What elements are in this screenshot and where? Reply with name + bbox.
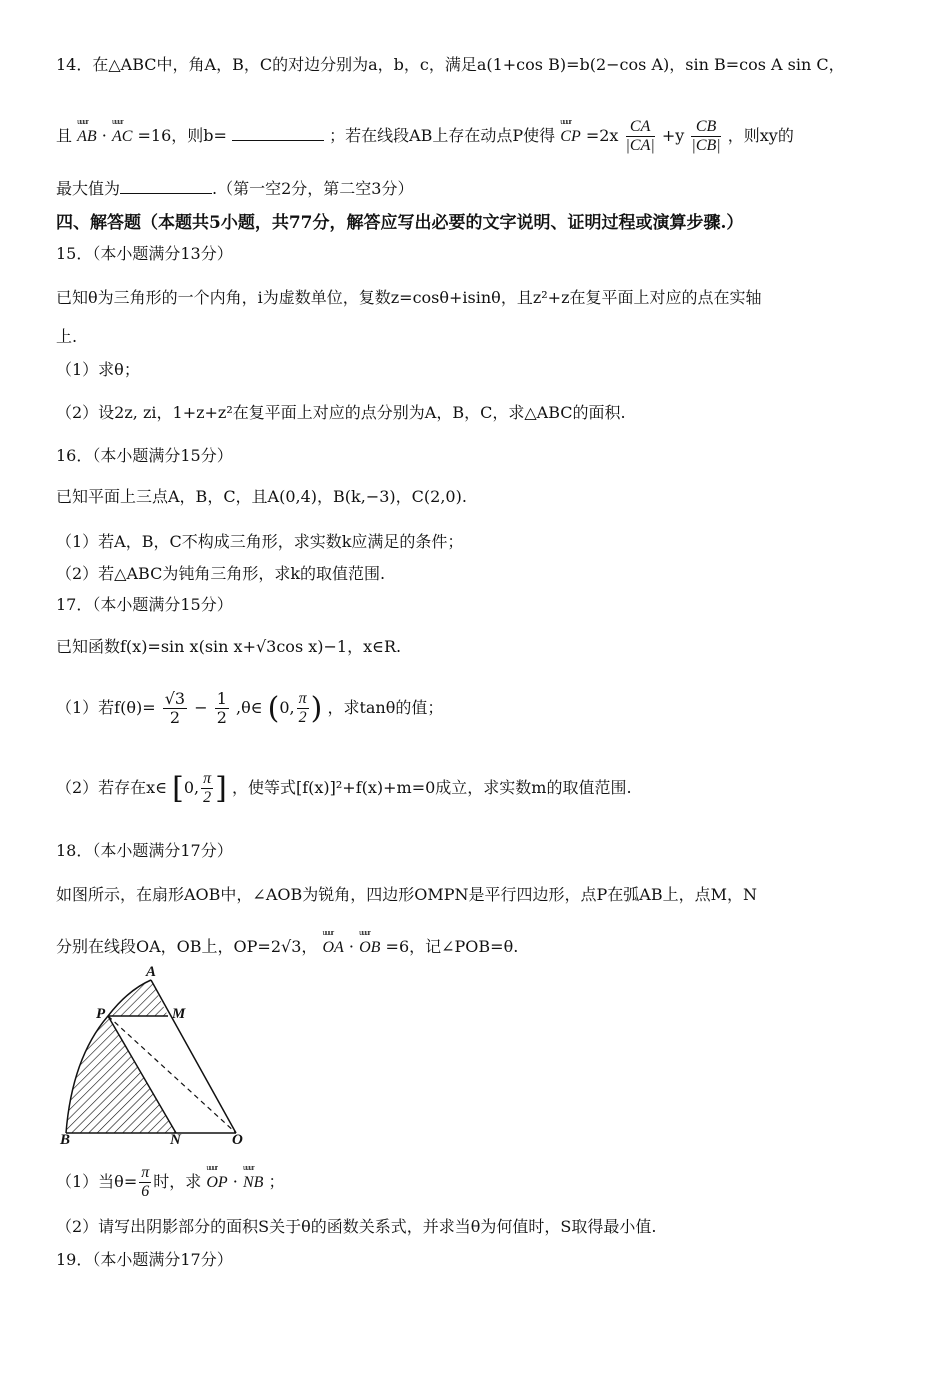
sector-diagram bbox=[56, 970, 256, 1150]
q15-part1: （1）求θ； bbox=[56, 360, 140, 379]
shaded-region-lower bbox=[66, 1016, 176, 1133]
interval-start: 0, bbox=[279, 698, 295, 717]
label-m: M bbox=[172, 1006, 186, 1022]
label-b: B bbox=[60, 1132, 71, 1148]
q17-p1-a: （1）若f(θ)= bbox=[56, 698, 156, 717]
label-n: N bbox=[170, 1132, 181, 1148]
q14-text-a: 且 bbox=[56, 126, 73, 145]
left-paren: ( bbox=[267, 691, 280, 726]
q14-line2 bbox=[56, 118, 920, 155]
fraction-num: π bbox=[141, 1164, 150, 1181]
q18-line2-b: =6，记∠POB=θ. bbox=[385, 937, 519, 956]
q15-line2: 上. bbox=[56, 327, 78, 346]
vec-ac: uuur AC bbox=[112, 128, 132, 146]
q17-part2 bbox=[56, 770, 920, 807]
fraction-cb-den: |CB| bbox=[691, 137, 721, 154]
q14-line3-a: 最大值为 bbox=[56, 179, 121, 198]
q19-header: 19．（本小题满分17分） bbox=[56, 1250, 233, 1269]
fraction-ca-num: CA bbox=[626, 118, 655, 137]
interval-start: 0, bbox=[183, 778, 200, 797]
vec-oa: uuur OA bbox=[323, 939, 344, 957]
fraction-pi-over-6 bbox=[139, 1164, 151, 1201]
q18-line2 bbox=[56, 934, 920, 957]
fraction-ca-den: |CA| bbox=[625, 137, 655, 154]
fraction-den: 2 bbox=[298, 709, 307, 726]
q14-text-f: ，则xy的 bbox=[727, 126, 794, 145]
q18-p1-a: （1）当θ= bbox=[56, 1172, 138, 1191]
q17-part1 bbox=[56, 690, 920, 727]
q14-text-c: ；若在线段AB上存在动点P使得 bbox=[329, 126, 556, 145]
q17-p1-c: ，求tanθ的值； bbox=[327, 698, 444, 717]
vec-op: uuur OP bbox=[206, 1174, 227, 1192]
q18-part2: （2）请写出阴影部分的面积S关于θ的函数关系式，并求当θ为何值时，S取得最小值. bbox=[56, 1217, 657, 1236]
q18-p1-b: 时，求 bbox=[153, 1172, 202, 1191]
vec-ob: uuur OB bbox=[359, 939, 380, 957]
fraction-pi-over-2 bbox=[201, 770, 213, 807]
left-bracket: [ bbox=[172, 771, 184, 806]
q14-text-b: =16，则b= bbox=[137, 126, 227, 145]
q15-part2: （2）设2z, zi，1+z+z²在复平面上对应的点分别为A，B，C，求△ABC的面积. bbox=[56, 403, 626, 422]
q16-line1: 已知平面上三点A，B，C，且A(0,4)，B(k,−3)，C(2,0). bbox=[56, 487, 467, 506]
label-o: O bbox=[232, 1132, 243, 1148]
q18-line2-a: 分别在线段OA，OB上，OP=2√3， bbox=[56, 937, 318, 956]
vec-nb: uuur NB bbox=[243, 1174, 263, 1192]
answer-blank-1[interactable] bbox=[232, 126, 324, 141]
q14-text-d: =2x bbox=[585, 126, 619, 145]
sector-figure bbox=[56, 964, 256, 1150]
dot-operator: · bbox=[232, 1172, 238, 1191]
q14-line3-b: .（第一空2分，第二空3分） bbox=[212, 179, 414, 198]
q14-line3 bbox=[56, 176, 920, 199]
minus-sign: − bbox=[194, 698, 208, 717]
q14-text-e: +y bbox=[661, 126, 685, 145]
fraction-cb bbox=[691, 118, 720, 155]
fraction-cb-num: CB bbox=[691, 118, 720, 137]
q17-p2-b: ，使等式[f(x)]²+f(x)+m=0成立，求实数m的取值范围. bbox=[231, 778, 632, 797]
q17-p2-a: （2）若存在x∈ bbox=[56, 778, 168, 797]
fraction-num: π bbox=[298, 690, 307, 707]
q17-header: 17．（本小题满分15分） bbox=[56, 595, 233, 614]
q18-p1-c: ； bbox=[268, 1172, 285, 1191]
dot-operator: · bbox=[348, 937, 355, 956]
label-a: A bbox=[146, 964, 157, 980]
shaded-region-upper bbox=[108, 980, 168, 1016]
fraction-num: √3 bbox=[164, 689, 186, 708]
q17-p1-b: ,θ∈ bbox=[235, 698, 263, 717]
fraction-num: π bbox=[203, 770, 212, 787]
q17-line1: 已知函数f(x)=sin x(sin x+√3cos x)−1，x∈R. bbox=[56, 637, 402, 656]
label-p: P bbox=[96, 1006, 106, 1022]
q15-line1: 已知θ为三角形的一个内角，i为虚数单位，复数z=cosθ+isinθ，且z²+z在复平面上对应的点在实轴 bbox=[56, 288, 762, 307]
q15-header: 15．（本小题满分13分） bbox=[56, 244, 233, 263]
q16-part2: （2）若△ABC为钝角三角形，求k的取值范围. bbox=[56, 564, 386, 583]
q14-line1: 14．在△ABC中，角A，B，C的对边分别为a，b，c，满足a(1+cos B)=b(2−cos A)，sin B=cos A sin C， bbox=[56, 55, 845, 74]
dot-operator: · bbox=[101, 126, 107, 145]
fraction-sqrt3-over-2 bbox=[163, 690, 187, 727]
fraction-pi-over-2 bbox=[297, 690, 309, 727]
vec-cp: uuur CP bbox=[560, 128, 580, 146]
fraction-den: 2 bbox=[203, 789, 212, 806]
answer-blank-2[interactable] bbox=[120, 179, 212, 194]
q16-header: 16．（本小题满分15分） bbox=[56, 446, 233, 465]
fraction-den: 2 bbox=[169, 708, 181, 727]
fraction-den: 6 bbox=[141, 1183, 150, 1200]
fraction-ca bbox=[626, 118, 655, 155]
radius-oa bbox=[151, 980, 236, 1133]
right-bracket: ] bbox=[215, 771, 227, 806]
section-heading: 四、解答题（本题共5小题，共77分，解答应写出必要的文字说明、证明过程或演算步骤.） bbox=[56, 213, 744, 233]
q18-header: 18．（本小题满分17分） bbox=[56, 841, 233, 860]
right-paren: ) bbox=[310, 691, 323, 726]
fraction-den: 2 bbox=[216, 708, 227, 727]
q18-line1: 如图所示，在扇形AOB中，∠AOB为锐角，四边形OMPN是平行四边形，点P在弧AB上，点M，N bbox=[56, 885, 757, 904]
fraction-num: 1 bbox=[216, 689, 227, 708]
vec-ab: uuur AB bbox=[77, 128, 97, 146]
q18-part1 bbox=[56, 1164, 920, 1201]
fraction-1-over-2 bbox=[215, 690, 229, 727]
q16-part1: （1）若A，B，C不构成三角形，求实数k应满足的条件； bbox=[56, 532, 464, 551]
